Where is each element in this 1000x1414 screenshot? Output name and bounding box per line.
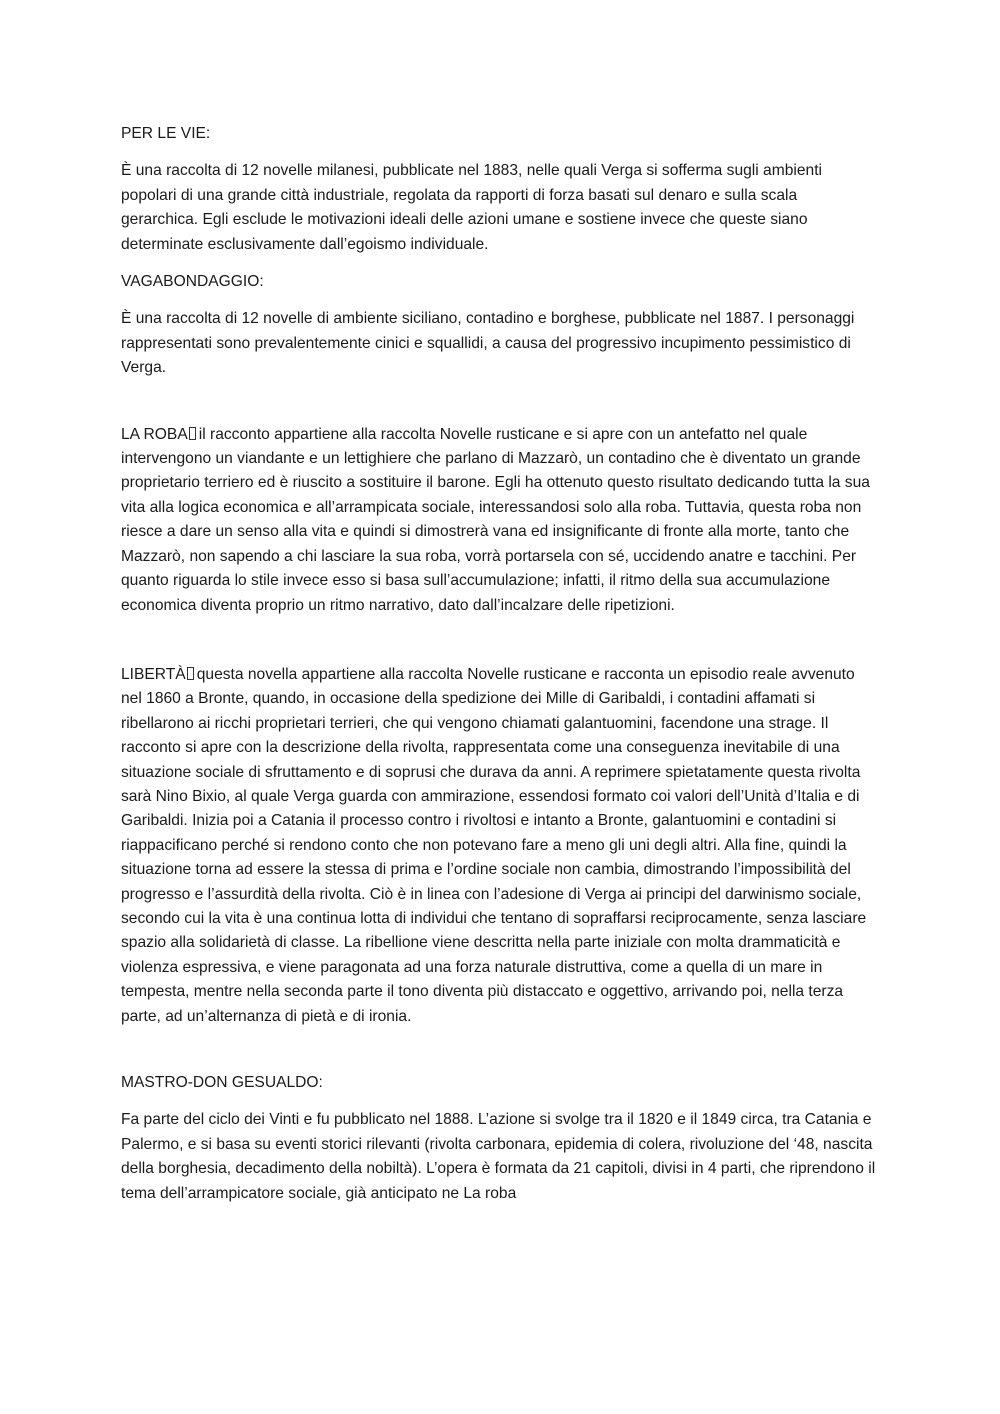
blank-lines xyxy=(121,381,877,423)
section-heading-per-le-vie: PER LE VIE: xyxy=(121,125,211,142)
blank-lines xyxy=(121,1029,877,1071)
section-title-la-roba: LA ROBA xyxy=(121,425,188,443)
missing-glyph-icon xyxy=(189,427,196,440)
section-title-liberta: LIBERTÀ xyxy=(121,665,186,683)
section-heading-mastro-don-gesualdo: MASTRO-DON GESUALDO: xyxy=(121,1074,323,1091)
document-page xyxy=(121,122,877,1206)
paragraph-la-roba xyxy=(121,423,877,618)
blank-lines xyxy=(121,618,877,663)
section-heading-vagabondaggio: VAGABONDAGGIO: xyxy=(121,273,264,291)
section-text-liberta: questa novella appartiene alla raccolta Novelle rusticane e racconta un episodio reale avvenuto nel 1860 a Bronte, quando, in occasione della spedizione dei Mille di Garibaldi, i contadini affamati si ribellarono ai ricchi proprietari terrieri, che qui vengono chiamati galantuomini, facendone una strage. Il racconto si apre con la descrizione della rivolta, rappresentata come una conseguenza inevitabile di una situazione sociale di sfruttamento e di soprusi che durava da anni. A reprimere spietatamente questa rivolta sarà Nino Bixio, al quale Verga guarda con ammirazione, essendosi formato coi valori dell’Unità d’Italia e di Garibaldi. Inizia poi a Catania il processo contro i rivoltosi e intanto a Bronte, galantuomini e contadini si riappacificano perché si rendono conto che non potevano fare a meno gli uni degli altri. Alla fine, quindi la situazione torna ad essere la stessa di prima e l’ordine sociale non cambia, dimostrando l’impossibilità del progresso e l’assurdità della rivolta. Ciò è in linea con l’adesione di Verga ai principi del darwinismo sociale, secondo cui la vita è una continua lotta di individui che tentano di sopraffarsi reciprocamente, senza lasciare spazio alla solidarietà di classe. La ribellione viene descritta nella parte iniziale con molta drammaticità e violenza espressiva, e viene paragonata ad una forza naturale distruttiva, come a quella di un mare in tempesta, mentre nella seconda parte il tono diventa più distaccato e oggettivo, arrivando poi, nella terza parte, ad un’alternanza di pietà e di ironia. xyxy=(121,665,867,1025)
paragraph-per-le-vie: È una raccolta di 12 novelle milanesi, pubblicate nel 1883, nelle quali Verga si sofferma sugli ambienti popolari di una grande città industriale, regolata da rapporti di forza basati sul denaro e sulla scala gerarchica. Egli esclude le motivazioni ideali delle azioni umane e sostiene invece che queste siano determinate esclusivamente dall’egoismo individuale. xyxy=(121,162,822,253)
paragraph-mastro-don-gesualdo: Fa parte del ciclo dei Vinti e fu pubblicato nel 1888. L’azione si svolge tra il 1820 e il 1849 circa, tra Catania e Palermo, e si basa su eventi storici rilevanti (rivolta carbonara, epidemia di colera, rivoluzione del ‘48, nascita della borghesia, decadimento della nobiltà). L’opera è formata da 21 capitoli, divisi in 4 parti, che riprendono il tema dell’arrampicatore sociale, già anticipato ne La roba xyxy=(121,1111,876,1202)
missing-glyph-icon xyxy=(187,667,194,680)
paragraph-vagabondaggio: È una raccolta di 12 novelle di ambiente siciliano, contadino e borghese, pubblicate nel 1887. I personaggi rappresentati sono prevalentemente cinici e squallidi, a causa del progressivo incupimento pessimistico di Verga. xyxy=(121,310,855,377)
section-text-la-roba: il racconto appartiene alla raccolta Novelle rusticane e si apre con un antefatto nel quale intervengono un viandante e un lettighiere che parlano di Mazzarò, un contadino che è diventato un grande proprietario terriero ed è riuscito a sostituire il barone. Egli ha ottenuto questo risultato dedicando tutta la sua vita alla logica economica e all’arrampicata sociale, interessandosi solo alla roba. Tuttavia, questa roba non riesce a dare un senso alla vita e quindi si dimostrerà vana ed insignificante di fronte alla morte, tanto che Mazzarò, non sapendo a chi lasciare la sua roba, vorrà portarsela con sé, uccidendo anatre e tacchini. Per quanto riguarda lo stile invece esso si basa sull’accumulazione; infatti, il ritmo della sua accumulazione economica diventa proprio un ritmo narrativo, dato dall’incalzare delle ripetizioni. xyxy=(121,425,870,614)
paragraph-liberta xyxy=(121,663,877,1029)
